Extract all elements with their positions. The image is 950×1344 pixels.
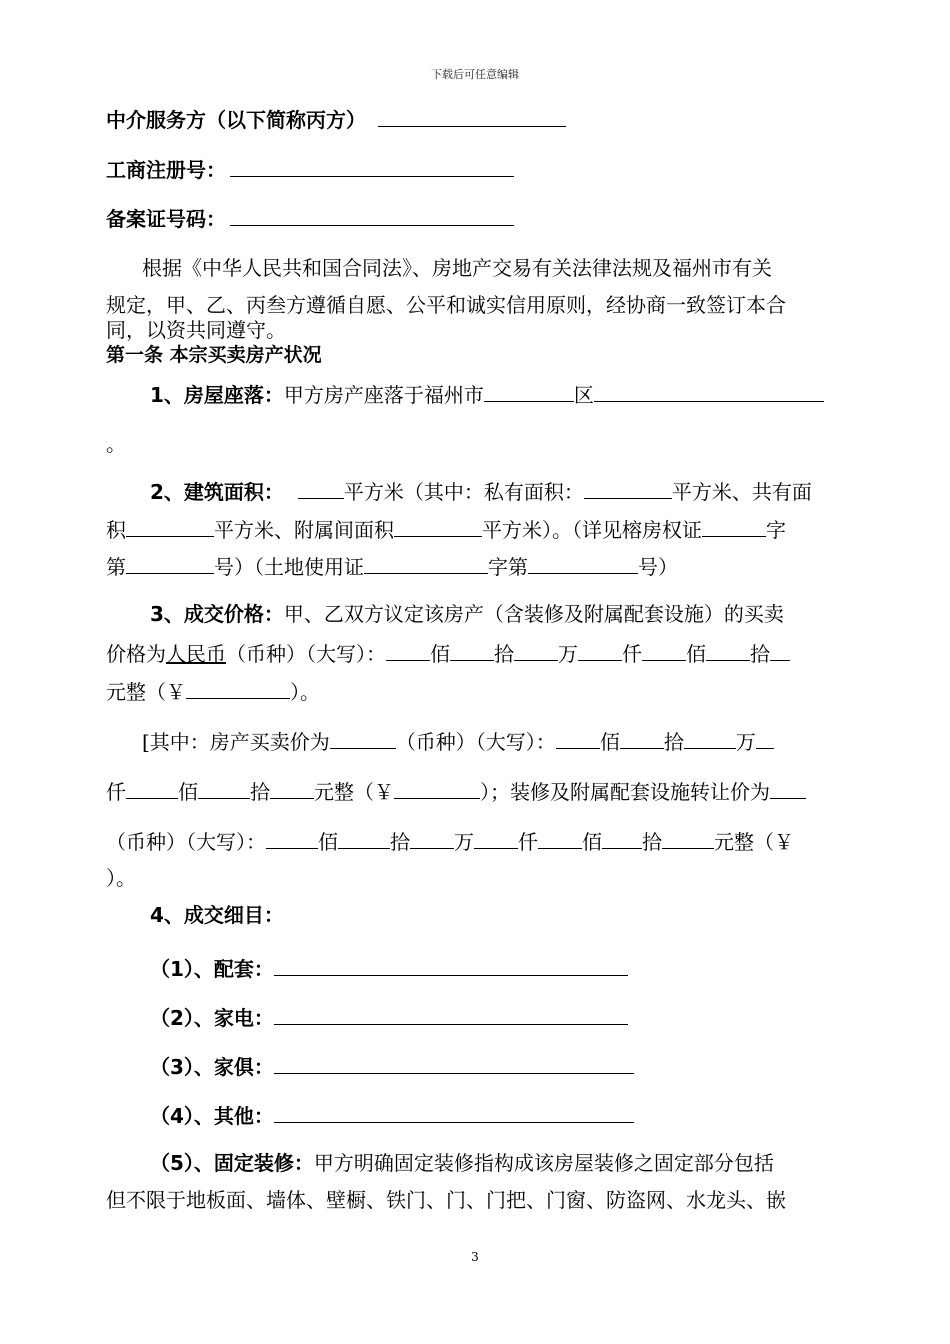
- sub-5-text-a: 甲方明确固定装修指构成该房屋装修之固定部分包括: [313, 1151, 774, 1175]
- item-1-text: 甲方房产座落于福州市: [283, 383, 484, 407]
- hp-shi2-field[interactable]: [270, 778, 314, 799]
- unit-wan: 万: [558, 642, 578, 666]
- item-2-text-b1: 积: [106, 518, 126, 542]
- sub-1-label: （1）、配套：: [150, 957, 274, 981]
- item-3-detail-line-3: [106, 828, 866, 854]
- hp-tail-field[interactable]: [756, 728, 774, 749]
- registration-line: [106, 156, 866, 182]
- hp-unit-wan: 万: [735, 730, 756, 754]
- price-qian-field[interactable]: [578, 640, 622, 661]
- item-2-text-c4: 号）: [638, 555, 678, 579]
- agency-label: 中介服务方（以下简称丙方）: [106, 108, 366, 132]
- dp-unit-qian: 仟: [518, 830, 538, 854]
- hp-bai-field[interactable]: [556, 728, 600, 749]
- private-area-field[interactable]: [584, 478, 672, 499]
- land-cert-no-field[interactable]: [528, 553, 638, 574]
- item-2-text-b2: 平方米、附属间面积: [214, 518, 394, 542]
- dp-tail-field[interactable]: [662, 828, 714, 849]
- filing-field[interactable]: [230, 205, 514, 226]
- hp-wan-field[interactable]: [684, 728, 736, 749]
- item-2-text-a1: 平方米（其中：私有面积：: [343, 480, 584, 504]
- dp-unit-shi-2: 拾: [642, 830, 662, 854]
- item-2-text-b4: 字: [766, 518, 786, 542]
- preamble-line-1: 根据《中华人民共和国合同法》、房地产交易有关法律法规及福州市有关: [142, 256, 772, 280]
- item-1-end: 。: [106, 432, 126, 456]
- price-bai2-field[interactable]: [642, 640, 686, 661]
- dp-wan-field[interactable]: [410, 828, 454, 849]
- hp-unit-shi-2: 拾: [250, 780, 270, 804]
- filing-label: 备案证号码：: [106, 207, 226, 231]
- others-field[interactable]: [274, 1102, 634, 1123]
- item-3-line-3: [106, 678, 866, 704]
- price-tail-field[interactable]: [770, 640, 790, 661]
- unit-shi-2: 拾: [750, 642, 770, 666]
- sub-2-label: （2）、家电：: [150, 1006, 274, 1030]
- unit-shi: 拾: [494, 642, 514, 666]
- dp-qian-field[interactable]: [474, 828, 518, 849]
- agency-line: [106, 106, 866, 132]
- header-note: 下载后可任意编辑: [431, 68, 519, 81]
- unit-bai-2: 佰: [686, 642, 706, 666]
- land-cert-field[interactable]: [364, 553, 488, 574]
- detail-text-b-yuan: 元整（￥: [314, 780, 394, 804]
- hp-unit-bai-2: 佰: [178, 780, 198, 804]
- dp-unit-bai: 佰: [318, 830, 338, 854]
- sub-4-label: （4）、其他：: [150, 1104, 274, 1128]
- price-number-field[interactable]: [186, 678, 290, 699]
- price-shi2-field[interactable]: [706, 640, 750, 661]
- sub-5-label: （5）、固定装修：: [150, 1151, 314, 1175]
- item-4-sub-2: [106, 1004, 910, 1030]
- item-2-line-3: [106, 553, 866, 579]
- dp-shi2-field[interactable]: [602, 828, 642, 849]
- unit-bai: 佰: [430, 642, 450, 666]
- house-price-field[interactable]: [330, 728, 396, 749]
- item-3-text-b1: 价格为: [106, 642, 166, 666]
- appliances-field[interactable]: [274, 1004, 628, 1025]
- detail-text-b1: 仟: [106, 780, 126, 804]
- page-number: 3: [471, 1250, 479, 1264]
- item-3-detail-line-1: [106, 728, 902, 754]
- detail-text-a1: [其中：房产买卖价为: [142, 730, 330, 754]
- area-field[interactable]: [298, 478, 344, 499]
- item-3-text-c2: ）。: [290, 680, 320, 704]
- shared-area-field[interactable]: [126, 516, 214, 537]
- dp-unit-bai-2: 佰: [582, 830, 602, 854]
- item-2-text-c1: 第: [106, 555, 126, 579]
- item-2-text-c2: 号）（土地使用证: [214, 555, 364, 579]
- item-3-line-1: [106, 602, 910, 626]
- item-3-detail-line-4: ）。: [106, 866, 136, 890]
- dp-bai2-field[interactable]: [538, 828, 582, 849]
- item-3-text-a1: 甲、乙双方议定该房产（含装修及附属配套设施）的买卖: [283, 602, 784, 626]
- item-4-sub-5: [106, 1151, 910, 1175]
- dp-unit-wan: 万: [454, 830, 474, 854]
- price-shi-field[interactable]: [450, 640, 494, 661]
- item-3-label: 3、成交价格：: [150, 602, 284, 626]
- item-3-detail-line-2: [106, 778, 866, 804]
- hp-bai2-field[interactable]: [198, 778, 250, 799]
- registration-field[interactable]: [230, 156, 514, 177]
- annex-area-field[interactable]: [394, 516, 482, 537]
- sub-3-label: （3）、家俱：: [150, 1055, 274, 1079]
- item-4-sub-4: [106, 1102, 910, 1128]
- detail-text-a2: （币种）（大写）：: [395, 730, 556, 754]
- item-4-sub-1: [106, 955, 910, 981]
- registration-label: 工商注册号：: [106, 158, 226, 182]
- item-2-text-a2: 平方米、共有面: [671, 480, 812, 504]
- item-1-line: [106, 381, 910, 407]
- item-3-text-b2: （币种）（大写）：: [226, 642, 386, 666]
- item-1-district: 区: [573, 383, 594, 407]
- item-2-label: 2、建筑面积：: [150, 480, 284, 504]
- price-wan-field[interactable]: [514, 640, 558, 661]
- detail-text-b-tail: ）；装修及附属配套设施转让价为: [480, 780, 770, 804]
- item-4-sub-3: [106, 1053, 910, 1079]
- cert-field[interactable]: [702, 516, 766, 537]
- item-3-text-c1: 元整（￥: [106, 680, 186, 704]
- item-4-sub-5-cont: 但不限于地板面、墙体、壁橱、铁门、门、门把、门窗、防盗网、水龙头、嵌: [106, 1188, 786, 1212]
- currency-text: 人民币: [166, 642, 226, 666]
- item-2-text-b3: 平方米）。（详见榕房权证: [482, 518, 702, 542]
- facilities-field[interactable]: [274, 955, 628, 976]
- hp-qian-field[interactable]: [126, 778, 178, 799]
- item-2-line-2: [106, 516, 866, 542]
- cert-no-field[interactable]: [126, 553, 214, 574]
- dp-shi-field[interactable]: [338, 828, 390, 849]
- deco-price-field[interactable]: [770, 778, 806, 799]
- address-field[interactable]: [594, 381, 824, 402]
- price-bai-field[interactable]: [386, 640, 430, 661]
- hp-shi-field[interactable]: [620, 728, 664, 749]
- article-1-title: 第一条 本宗买卖房产状况: [106, 344, 322, 366]
- hp-number-field[interactable]: [394, 778, 480, 799]
- preamble-line-2: 规定，甲、乙、丙叁方遵循自愿、公平和诚实信用原则，经协商一致签订本合: [106, 293, 786, 317]
- item-4-label: 4、成交细目：: [150, 903, 284, 927]
- hp-unit-bai: 佰: [599, 730, 620, 754]
- dp-unit-shi: 拾: [390, 830, 410, 854]
- preamble-line-3: 同，以资共同遵守。: [106, 318, 286, 342]
- item-1-label: 1、房屋座落：: [150, 383, 284, 407]
- unit-qian: 仟: [622, 642, 642, 666]
- dp-bai-field[interactable]: [266, 828, 318, 849]
- agency-field[interactable]: [378, 106, 566, 127]
- item-2-line-1: [106, 478, 910, 504]
- item-2-text-c3: 字第: [488, 555, 528, 579]
- hp-unit-shi: 拾: [663, 730, 684, 754]
- item-3-line-2: [106, 640, 866, 666]
- filing-line: [106, 205, 866, 231]
- detail-text-c1: （币种）（大写）：: [106, 830, 266, 854]
- furniture-field[interactable]: [274, 1053, 634, 1074]
- detail-text-c-yuan: 元整（￥: [714, 830, 794, 854]
- district-field[interactable]: [484, 381, 574, 402]
